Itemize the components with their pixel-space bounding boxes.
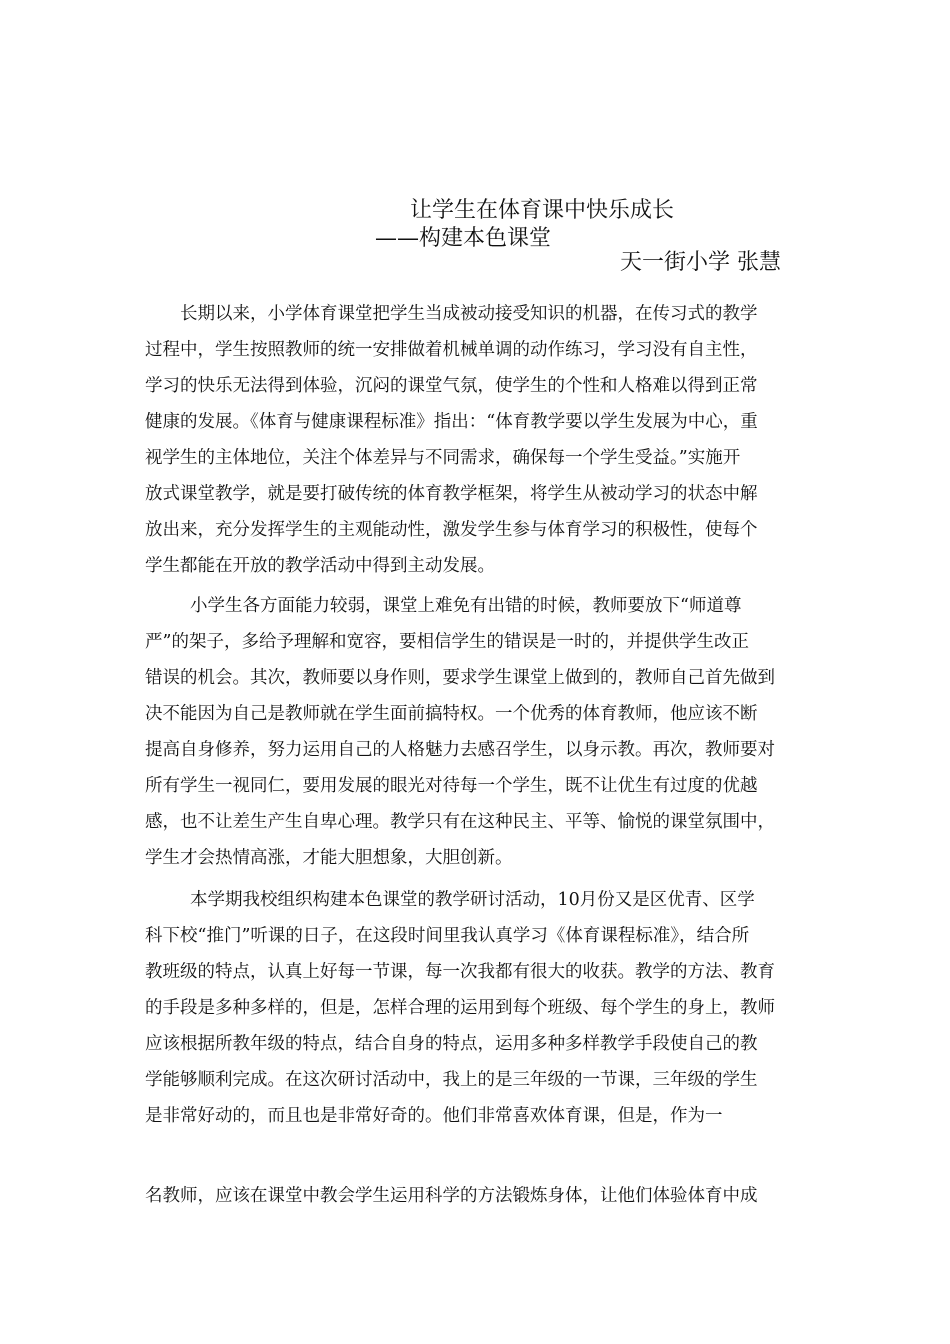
paragraph-line: 名教师，应该在课堂中教会学生运用科学的方法锻炼身体，让他们体验体育中成	[145, 1186, 758, 1206]
paragraph-line: 学能够顺利完成。在这次研讨活动中，我上的是三年级的一节课，三年级的学生	[145, 1070, 758, 1090]
paragraph-line: 长期以来，小学体育课堂把学生当成被动接受知识的机器，在传习式的教学	[180, 304, 758, 324]
paragraph-1	[145, 296, 810, 584]
paragraph-line: 小学生各方面能力较弱，课堂上难免有出错的时候，教师要放下“师道尊	[190, 596, 742, 616]
document-author: 天一街小学 张慧	[620, 250, 781, 275]
paragraph-line: 学生才会热情高涨，才能大胆想象，大胆创新。	[145, 848, 513, 868]
paragraph-line: 严”的架子，多给予理解和宽容，要相信学生的错误是一时的，并提供学生改正	[145, 632, 749, 652]
paragraph-line: 学习的快乐无法得到体验，沉闷的课堂气氛，使学生的个性和人格难以得到正常	[145, 376, 758, 396]
paragraph-line: 放出来，充分发挥学生的主观能动性，激发学生参与体育学习的积极性，使每个	[145, 520, 758, 540]
paragraph-4	[145, 1178, 810, 1214]
paragraph-line: 本学期我校组织构建本色课堂的教学研讨活动，10月份又是区优青、区学	[190, 890, 755, 910]
document-title: 让学生在体育课中快乐成长	[410, 198, 675, 223]
document-subtitle: ——构建本色课堂	[375, 226, 552, 251]
paragraph-line: 所有学生一视同仁，要用发展的眼光对待每一个学生，既不让优生有过度的优越	[145, 776, 758, 796]
paragraph-line: 过程中，学生按照教师的统一安排做着机械单调的动作练习，学习没有自主性，	[145, 340, 758, 360]
paragraph-line: 放式课堂教学，就是要打破传统的体育教学框架，将学生从被动学习的状态中解	[145, 484, 758, 504]
paragraph-2	[145, 588, 810, 876]
paragraph-line: 教班级的特点，认真上好每一节课，每一次我都有很大的收获。教学的方法、教育	[145, 962, 775, 982]
paragraph-line: 学生都能在开放的教学活动中得到主动发展。	[145, 556, 495, 576]
paragraph-3	[145, 882, 810, 1134]
paragraph-line: 应该根据所教年级的特点，结合自身的特点，运用多种多样教学手段使自己的教	[145, 1034, 758, 1054]
paragraph-line: 健康的发展。《体育与健康课程标准》指出：“体育教学要以学生发展为中心，重	[145, 412, 758, 432]
paragraph-line: 是非常好动的，而且也是非常好奇的。他们非常喜欢体育课，但是，作为一	[145, 1106, 723, 1126]
paragraph-line: 的手段是多种多样的，但是，怎样合理的运用到每个班级、每个学生的身上，教师	[145, 998, 775, 1018]
paragraph-line: 视学生的主体地位，关注个体差异与不同需求，确保每一个学生受益。”实施开	[145, 448, 741, 468]
paragraph-line: 提高自身修养，努力运用自己的人格魅力去感召学生，以身示教。再次，教师要对	[145, 740, 775, 760]
paragraph-line: 错误的机会。其次，教师要以身作则，要求学生课堂上做到的，教师自己首先做到	[145, 668, 775, 688]
paragraph-line: 感，也不让差生产生自卑心理。教学只有在这种民主、平等、愉悦的课堂氛围中，	[145, 812, 775, 832]
paragraph-line: 决不能因为自己是教师就在学生面前搞特权。一个优秀的体育教师，他应该不断	[145, 704, 758, 724]
paragraph-line: 科下校“推门”听课的日子，在这段时间里我认真学习《体育课程标准》，结合所	[145, 926, 750, 946]
